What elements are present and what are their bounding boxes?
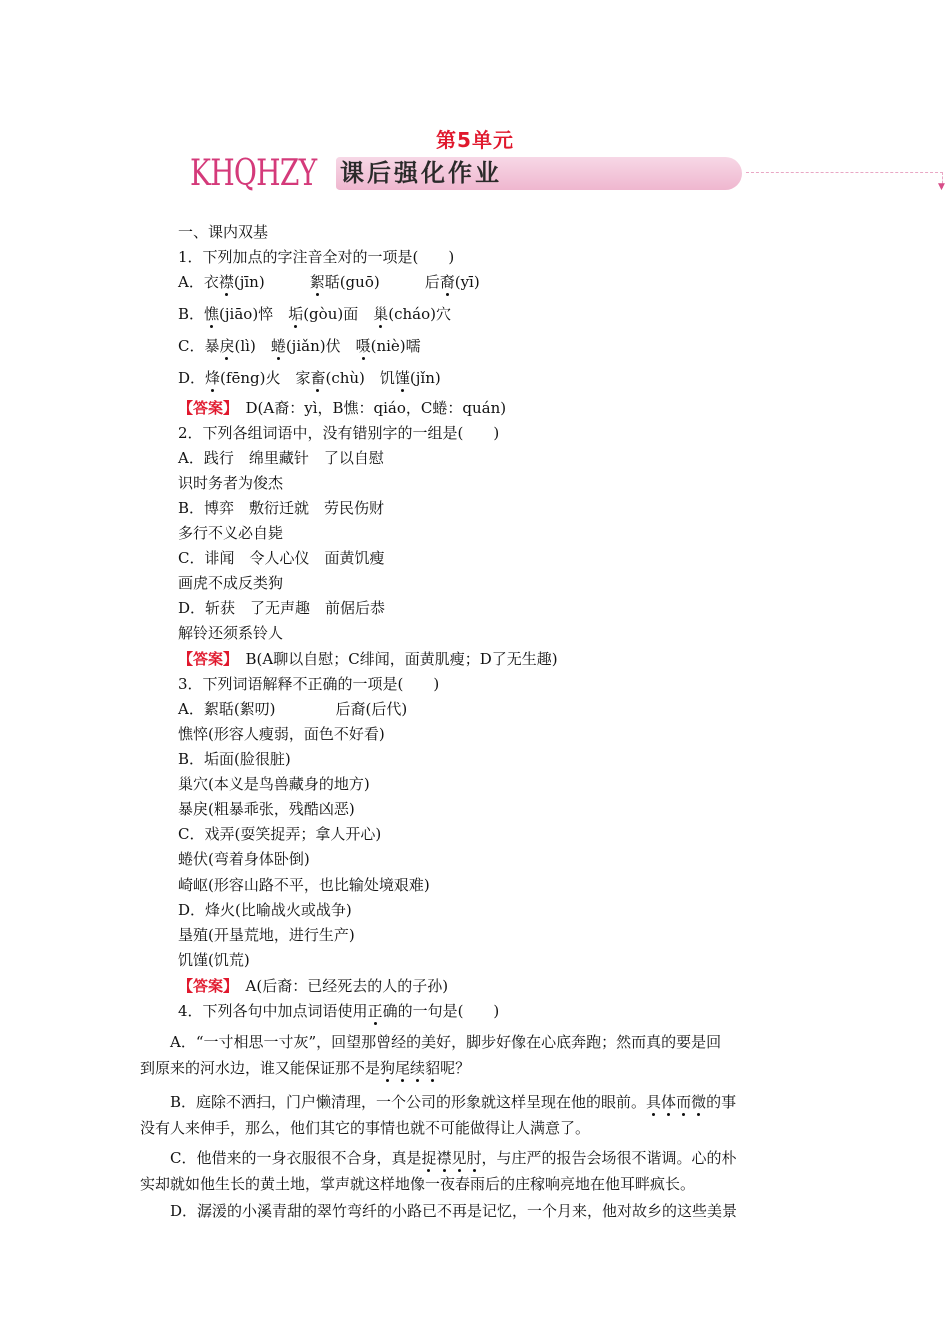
q2-stem: 2．下列各组词语中，没有错别字的一组是( ) xyxy=(178,424,500,442)
q2-line: 识时务者为俊杰 xyxy=(178,474,284,492)
q4-option-c-cont: 实却就如他生长的黄土地，掌声就这样地像一夜春雨后的庄稼响亮地在他耳畔疯长。 xyxy=(140,1175,696,1193)
q3-line: B．垢面(脸很脏) xyxy=(178,750,291,768)
q2-line: D．斩获 了无声趣 前倨后恭 xyxy=(178,599,386,617)
section-heading: 一、课内双基 xyxy=(178,223,269,241)
banner-logo: KHQHZY xyxy=(190,153,317,194)
q4-option-b-cont: 没有人来伸手，那么，他们其它的事情也就不可能做得让人满意了。 xyxy=(140,1119,591,1137)
q1-option-b: B．憔(jiāo)悴 垢(gòu)面 巢(cháo)穴 xyxy=(178,305,451,323)
q2-line: 画虎不成反类狗 xyxy=(178,574,284,592)
q3-line: C．戏弄(耍笑捉弄；拿人开心) xyxy=(178,825,382,843)
q3-line: D．烽火(比喻战火或战争) xyxy=(178,901,352,919)
q4-option-a: A．“一寸相思一寸灰”，回望那曾经的美好，脚步好像在心底奔跑；然而真的要是回 xyxy=(140,1033,722,1051)
q3-line: 崎岖(形容山路不平，也比输处境艰难) xyxy=(178,876,430,894)
q3-line: 巢穴(本义是鸟兽藏身的地方) xyxy=(178,775,370,793)
unit-title: 第5单元 xyxy=(436,128,514,152)
q2-line: 多行不义必自毙 xyxy=(178,524,284,542)
q3-line: 饥馑(饥荒) xyxy=(178,951,250,969)
q4-option-b: B．庭除不洒扫，门户懒清理，一个公司的形象就这样呈现在他的眼前。具体而微的事 xyxy=(140,1093,737,1111)
q3-line: 暴戾(粗暴乖张，残酷凶恶) xyxy=(178,800,355,818)
arrow-down-icon: ▼ xyxy=(938,182,945,192)
q3-line: 憔悴(形容人瘦弱，面色不好看) xyxy=(178,725,385,743)
q1-answer: 【答案】 D(A裔：yì，B憔：qiáo，C蜷：quán) xyxy=(178,399,507,417)
q1-stem: 1．下列加点的字注音全对的一项是( ) xyxy=(178,248,455,266)
q3-answer: 【答案】 A(后裔：已经死去的人的子孙) xyxy=(178,977,449,995)
banner-label: 课后强化作业 xyxy=(340,159,502,187)
q1-option-a: A．衣襟(jīn) 絮聒(guō) 后裔(yī) xyxy=(178,273,480,291)
q3-line: A．絮聒(絮叨) 后裔(后代) xyxy=(178,700,408,718)
q3-stem: 3．下列词语解释不正确的一项是( ) xyxy=(178,675,440,693)
q4-stem: 4．下列各句中加点词语使用正确的一句是( ) xyxy=(178,1002,500,1020)
q4-option-d: D．潺湲的小溪青甜的翠竹弯纤的小路已不再是记忆，一个月来，他对故乡的这些美景 xyxy=(140,1202,738,1220)
answer-tag: 【答案】 xyxy=(178,650,231,668)
q4-option-a-cont: 到原来的河水边，谁又能保证那不是狗尾续貂呢？ xyxy=(140,1059,471,1077)
q2-answer: 【答案】 B(A聊以自慰；C绯闻，面黄肌瘦；D了无生趣) xyxy=(178,650,558,668)
q3-line: 垦殖(开垦荒地，进行生产) xyxy=(178,926,355,944)
q3-line: 蜷伏(弯着身体卧倒) xyxy=(178,850,310,868)
q2-line: B．博弈 敷衍迁就 劳民伤财 xyxy=(178,499,385,517)
q2-line: C．诽闻 令人心仪 面黄饥瘦 xyxy=(178,549,385,567)
answer-tag: 【答案】 xyxy=(178,977,231,995)
q1-option-c: C．暴戾(lì) 蜷(jiǎn)伏 嗫(niè)嚅 xyxy=(178,337,421,355)
q2-line: 解铃还须系铃人 xyxy=(178,624,284,642)
q2-line: A．践行 绵里藏针 了以自慰 xyxy=(178,449,384,467)
q4-option-c: C．他借来的一身衣服很不合身，真是捉襟见肘，与庄严的报告会场很不谐调。心的朴 xyxy=(140,1149,737,1167)
answer-tag: 【答案】 xyxy=(178,399,231,417)
q1-option-d: D．烽(fēng)火 家畜(chù) 饥馑(jǐn) xyxy=(178,369,441,387)
